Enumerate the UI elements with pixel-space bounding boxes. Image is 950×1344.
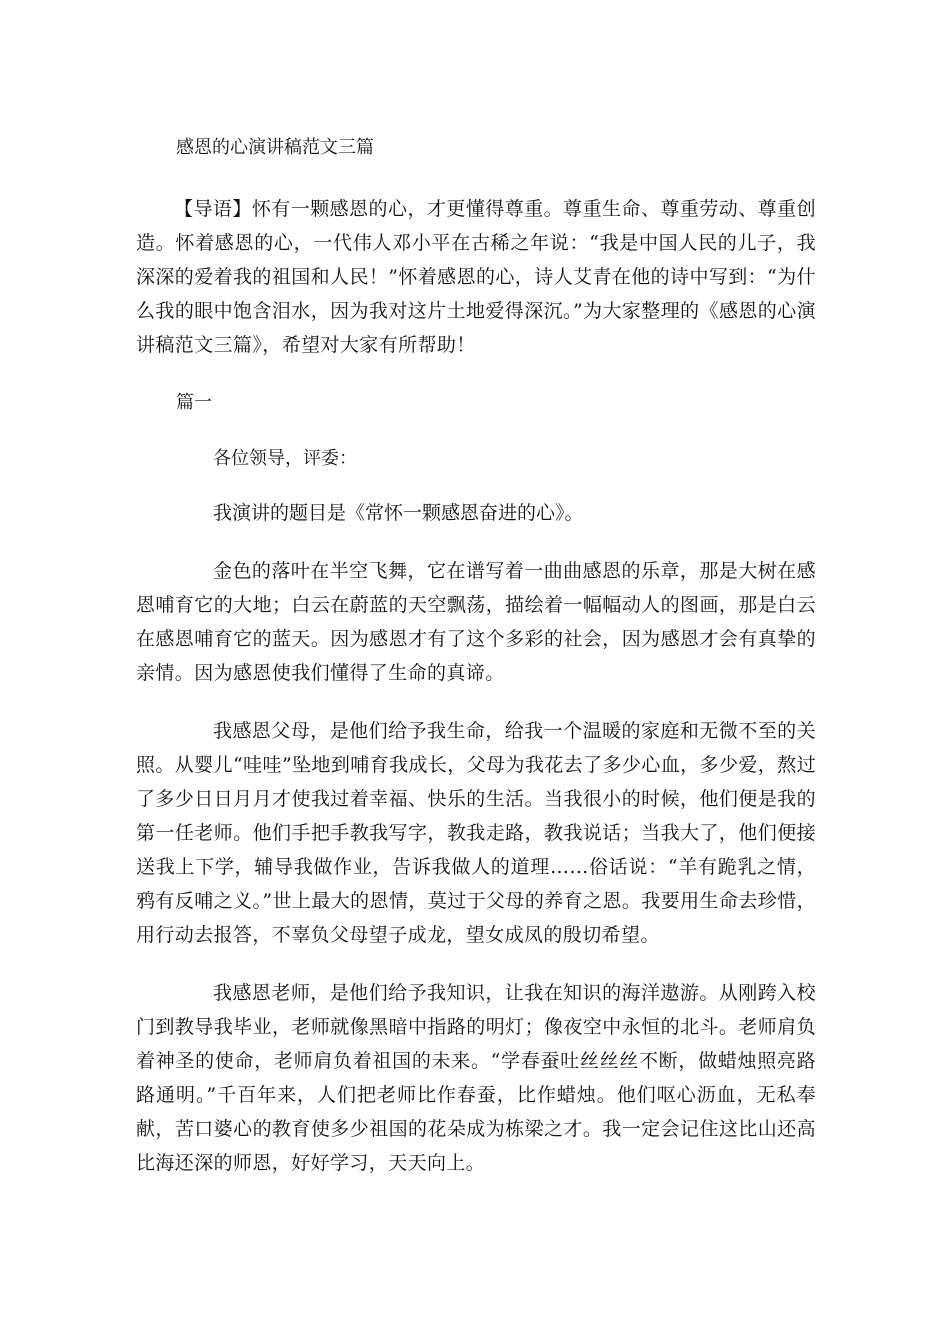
speech-title: 我演讲的题目是《常怀一颗感恩奋进的心》。 xyxy=(213,502,584,524)
body-paragraph-2: 我感恩父母，是他们给予我生命，给我一个温暖的家庭和无微不至的关照。从婴儿“哇哇”坠地到哺育我成长，父母为我花去了多少心血，多少爱，熬过了多少日日月月才使我过着幸福、快乐的生活。当我很小的时候，他们便是我的第一任老师。他们手把手教我写字，教我走路，教我说话；当我大了，他们便接送我上下学，辅导我做作业，告诉我做人的道理……俗话说：“羊有跪乳之情，鸦有反哺之义。”世上最大的恩情，莫过于父母的养育之恩。我要用生命去珍惜，用行动去报答，不辜负父母望子成龙，望女成凤的殷切希望。 xyxy=(136,720,816,946)
document-body xyxy=(136,131,816,1204)
document-title: 感恩的心演讲稿范文三篇 xyxy=(176,137,374,158)
section-label: 篇一 xyxy=(176,392,212,413)
intro-paragraph: 【导语】怀有一颗感恩的心，才更懂得尊重。尊重生命、尊重劳动、尊重创造。怀着感恩的心，一代伟人邓小平在古稀之年说：“我是中国人民的儿子，我深深的爱着我的祖国和人民！”怀着感恩的心，诗人艾青在他的诗中写到：“为什么我的眼中饱含泪水，因为我对这片土地爱得深沉。”为大家整理的《感恩的心演讲稿范文三篇》，希望对大家有所帮助！ xyxy=(136,198,816,356)
body-paragraph-3: 我感恩老师，是他们给予我知识，让我在知识的海洋遨游。从刚跨入校门到教导我毕业，老师就像黑暗中指路的明灯；像夜空中永恒的北斗。老师肩负着神圣的使命，老师肩负着祖国的未来。“学春蚕吐丝丝丝不断，做蜡烛照亮路路通明。”千百年来，人们把老师比作春蚕，比作蜡烛。他们呕心沥血，无私奉献，苦口婆心的教育使多少祖国的花朵成为栋梁之才。我一定会记住这比山还高比海还深的师恩，好好学习，天天向上。 xyxy=(136,982,816,1174)
salutation: 各位领导，评委： xyxy=(213,448,357,469)
body-paragraph-1: 金色的落叶在半空飞舞，它在谱写着一曲曲感恩的乐章，那是大树在感恩哺育它的大地；白云在蔚蓝的天空飘荡，描绘着一幅幅动人的图画，那是白云在感恩哺育它的蓝天。因为感恩才有了这个多彩的社会，因为感恩才会有真挚的亲情。因为感恩使我们懂得了生命的真谛。 xyxy=(136,560,816,684)
